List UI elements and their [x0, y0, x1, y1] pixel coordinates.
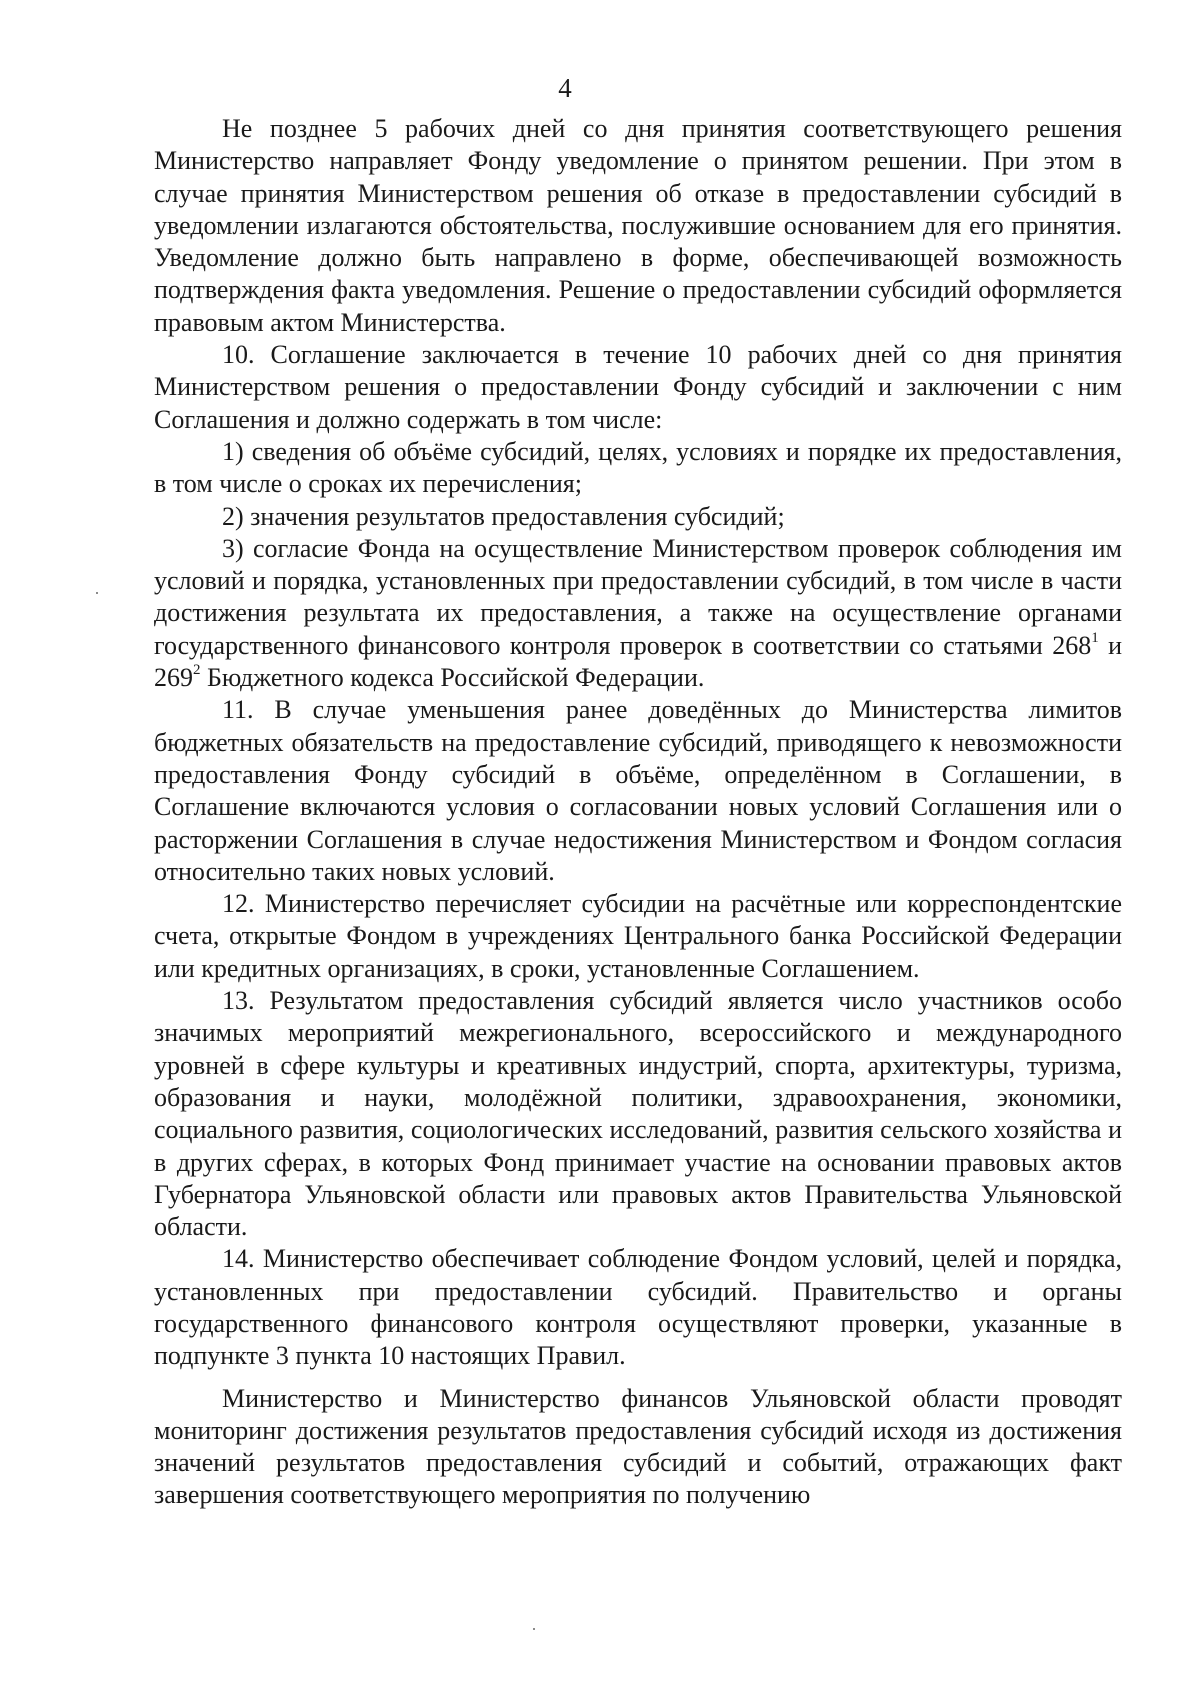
paragraph-13-result: 13. Результатом предоставления субсидий является число участников особо значимых мероприятий межрегионального, всероссийского и международного уровней в сфере культуры и креативных индустрий, спорта, архитектуры, туризма, образования и науки, молодёжной политики, здравоохранения, экономики, социального развития, социологических исследований, развития сельского хозяйства и в других сферах, в которых Фонд принимает участие на основании правовых актов Губернатора Ульяновской области или правовых актов Правительства Ульяновской области.	[154, 986, 1122, 1242]
scan-speck	[533, 1628, 535, 1630]
superscript-1: 1	[1091, 630, 1099, 647]
paragraph-11-limits: 11. В случае уменьшения ранее доведённых до Министерства лимитов бюджетных обязательств на предоставление субсидий, приводящего к невозможности предоставления Фонду субсидий в объёме, определённом в Соглашении, в Соглашение включаются условия о согласовании новых условий Соглашения или о расторжении Соглашения в случае недостижения Министерством и Фондом согласия относительно таких новых условий.	[154, 695, 1122, 886]
paragraph-notification: Не позднее 5 рабочих дней со дня принятия соответствующего решения Министерство направляет Фонду уведомление о принятом решении. При этом в случае принятия Министерством решения об отказе в предоставлении субсидий в уведомлении излагаются обстоятельства, послужившие основанием для его принятия. Уведомление должно быть направлено в форме, обеспечивающей возможность подтверждения факта уведомления. Решение о предоставлении субсидий оформляется правовым актом Министерства.	[154, 114, 1122, 337]
subparagraph-2: 2) значения результатов предоставления субсидий;	[222, 501, 785, 531]
superscript-2: 2	[193, 662, 201, 679]
page-number: 4	[558, 73, 572, 103]
scan-speck	[96, 592, 98, 594]
subparagraph-3	[154, 533, 1122, 694]
subparagraph-3-text-end: Бюджетного кодекса Российской Федерации.	[200, 663, 705, 693]
subparagraph-3-text-start: 3) согласие Фонда на осуществление Министерством проверок соблюдения им условий и порядка, установленных при предоставлении субсидий, в том числе в части достижения результата их предоставления, а также на осуществление органами государственного финансового контроля проверок в соответствии со статьями 268	[154, 533, 1122, 660]
paragraph-14-control: 14. Министерство обеспечивает соблюдение Фондом условий, целей и порядка, установленных при предоставлении субсидий. Правительство и органы государственного финансового контроля осуществляют проверки, указанные в подпункте 3 пункта 10 настоящих Правил.	[154, 1244, 1122, 1371]
paragraph-monitoring: Министерство и Министерство финансов Ульяновской области проводят мониторинг достижения результатов предоставления субсидий исходя из достижения значений результатов предоставления субсидий и событий, отражающих факт завершения соответствующего мероприятия по получению	[154, 1383, 1122, 1510]
document-body	[154, 113, 1122, 1512]
subparagraph-3-text-middle: и 269	[154, 630, 1122, 693]
paragraph-10-agreement: 10. Соглашение заключается в течение 10 рабочих дней со дня принятия Министерством решения о предоставлении Фонду субсидий и заключении с ним Соглашения и должно содержать в том числе:	[154, 340, 1122, 434]
paragraph-12-transfer: 12. Министерство перечисляет субсидии на расчётные или корреспондентские счета, открытые Фондом в учреждениях Центрального банка Российской Федерации или кредитных организациях, в сроки, установленные Соглашением.	[154, 889, 1122, 983]
subparagraph-1: 1) сведения об объёме субсидий, целях, условиях и порядке их предоставления, в том числе о сроках их перечисления;	[154, 436, 1122, 499]
